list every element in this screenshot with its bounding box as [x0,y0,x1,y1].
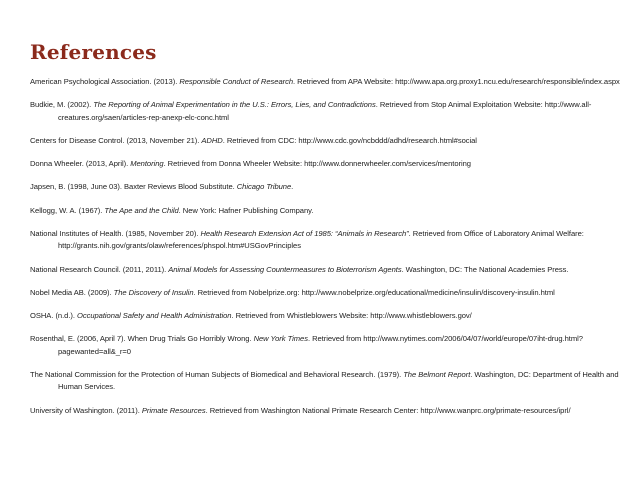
reference-title: Mentoring [130,159,164,169]
reference-source: . Washington, DC: The National Academies Press. [401,264,569,274]
reference-title: The Ape and the Child [104,205,179,215]
reference-item [30,135,626,148]
reference-text: OSHA. (n.d.). [30,310,77,320]
reference-source: . Washington, DC: Department of Health and Human Services. [58,369,619,392]
reference-text: Nobel Media AB. (2009). [30,287,114,297]
reference-title: Chicago Tribune [236,182,292,192]
reference-text: University of Washington. (2011). [30,405,142,415]
reference-list [30,76,626,428]
reference-source: . Retrieved from Nobelprize.org: http://www.nobelprize.org/educational/medicine/insulin/discovery-insulin.html [193,287,555,297]
reference-text: American Psychological Association. (2013). [30,77,180,86]
reference-item [30,369,626,394]
reference-text: Kellogg, W. A. (1967). [30,205,105,215]
reference-source: . New York: Hafner Publishing Company. [178,205,314,215]
reference-source: . Retrieved from CDC: http://www.cdc.gov/ncbddd/adhd/research.html#social [222,135,477,145]
reference-title: Animal Models for Assessing Countermeasures to Bioterrorism Agents [168,264,402,274]
reference-title: Health Research Extension Act of 1985: “Animals in Research” [200,228,409,238]
reference-item [30,99,626,124]
reference-item [30,158,626,171]
reference-item [30,205,626,218]
reference-item [30,181,626,194]
reference-item [30,405,626,418]
reference-text: Budkie, M. (2002). [30,100,94,110]
reference-item [30,228,626,253]
reference-title: Occupational Safety and Health Administration [76,310,232,320]
reference-text: The National Commission for the Protection of Human Subjects of Biomedical and Behavioral Research. (1979). [30,369,404,379]
reference-title: New York Times [253,334,308,344]
reference-title: The Belmont Report [403,369,471,379]
reference-title: The Discovery of Insulin [113,287,194,297]
reference-source: . Retrieved from Whistleblowers Website: http://www.whistleblowers.gov/ [231,310,472,320]
reference-source: . Retrieved from Washington National Primate Research Center: http://www.wanprc.org/primate-resources/iprl/ [205,405,571,415]
page-title: References [30,40,157,64]
reference-title: ADHD [201,135,223,145]
reference-item [30,264,626,277]
reference-text: Centers for Disease Control. (2013, November 21). [30,135,202,145]
reference-item [30,287,626,300]
reference-item [30,333,626,358]
reference-source: . Retrieved from Donna Wheeler Website: http://www.donnerwheeler.com/services/mentoring [163,159,471,169]
reference-source: . Retrieved from Office of Laboratory Animal Welfare: http://grants.nih.gov/grants/olaw/references/phspol.htm#USGovPrinciples [58,228,584,251]
reference-text: National Research Council. (2011, 2011). [30,264,169,274]
reference-title: The Reporting of Animal Experimentation in the U.S.: Errors, Lies, and Contradictions [93,100,376,110]
reference-source: . [291,182,294,192]
reference-title: Responsible Conduct of Research [179,77,294,86]
reference-text: Donna Wheeler. (2013, April). [30,159,131,169]
reference-title: Primate Resources [141,405,206,415]
reference-item [30,76,626,89]
reference-source: . Retrieved from APA Website: http://www.apa.org.proxy1.ncu.edu/research/responsible/index.aspx [293,77,620,86]
reference-source: . Retrieved from Stop Animal Exploitation Website: http://www.all-creatures.org/saen/articles-rep-anexp-elc-conc.html [58,100,592,122]
reference-item [30,310,626,323]
reference-text: National Institutes of Health. (1985, November 20). [30,228,201,238]
reference-text: Rosenthal, E. (2006, April 7). When Drug Trials Go Horribly Wrong. [30,334,254,344]
reference-source: . Retrieved from http://www.nytimes.com/2006/04/07/world/europe/07iht-drug.html?pagewanted=all&_r=0 [58,334,583,356]
reference-text: Japsen, B. (1998, June 03). Baxter Reviews Blood Substitute. [30,182,237,192]
